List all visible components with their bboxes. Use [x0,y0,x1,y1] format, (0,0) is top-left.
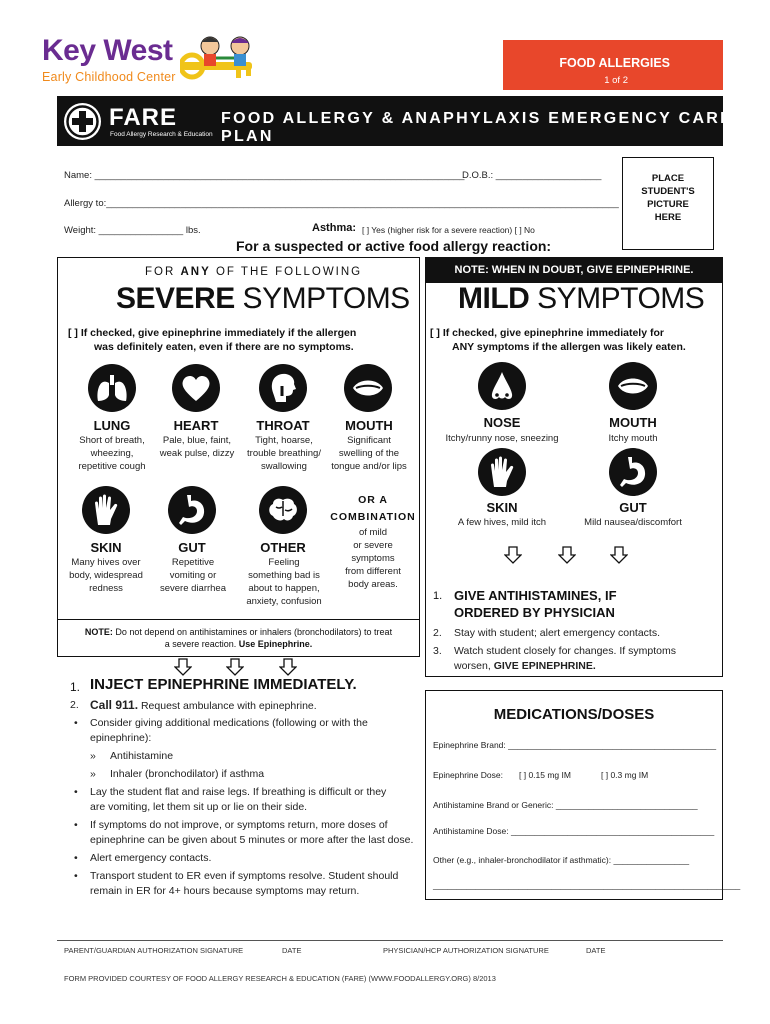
logo-subtitle: Early Childhood Center [42,70,176,84]
down-arrow-icon [279,658,297,676]
mild-skin-label: SKIN [486,500,518,515]
skin-label: SKIN [90,540,122,555]
footer-credit: FORM PROVIDED COURTESY OF FOOD ALLERGY RESEARCH & EDUCATION (FARE) (WWW.FOODALLERGY.ORG) 8/2013 [64,974,496,983]
down-arrow-icon [558,546,576,564]
mild-step-3-num: 3. [433,645,442,657]
student-picture-placeholder[interactable]: PLACE STUDENT'S PICTURE HERE [622,157,714,250]
mild-mouth-label: MOUTH [609,415,657,430]
asthma-options[interactable]: [ ] Yes (higher risk for a severe reaction) [ ] No [362,225,535,235]
down-arrow-icon [174,658,192,676]
other-medication-line[interactable]: _________________________________________________________________ [433,880,741,890]
mouth-icon [344,364,392,412]
skin-desc: Many hives over body, widespread redness [69,557,143,594]
epinephrine-dose-label: Epinephrine Dose: [433,770,503,780]
gut-stomach-icon [168,486,216,534]
skin-hand-icon [82,486,130,534]
list-item: • Lay the student flat and raise legs. If breathing is difficult or they are vomiting, let them sit up or lie on their side. [74,786,387,813]
severe-title: SEVERE SYMPTOMS [116,282,410,315]
dose-015-checkbox[interactable]: [ ] 0.15 mg IM [519,770,571,780]
combination-desc: of mild or severe symptoms from different body areas. [345,527,401,590]
list-item: • If symptoms do not improve, or symptoms return, more doses of epinephrine can be given about 5 minutes or more after the last dose. [74,819,414,846]
combination-title: OR A COMBINATION [330,494,416,523]
medications-title: MEDICATIONS/DOSES [493,706,655,723]
parent-signature-label: PARENT/GUARDIAN AUTHORIZATION SIGNATURE [64,946,244,955]
list-item: • Consider giving additional medications (following or with the epinephrine): [74,717,368,744]
severe-kicker: FOR ANY OF THE FOLLOWING [145,266,363,278]
treat-step-1-num: 1. [70,680,81,694]
skin-hand-icon [478,448,526,496]
nose-label: NOSE [483,415,521,430]
mild-title: MILD SYMPTOMS [458,282,705,315]
antihistamine-brand-field[interactable]: Antihistamine Brand or Generic: ______________________________ [433,800,698,810]
list-item: • Transport student to ER even if symptoms resolve. Student should remain in ER for 4+ hours because symptoms may return. [74,870,399,897]
severe-instruction[interactable]: [ ] If checked, give epinephrine immediately if the allergen was definitely eaten, even if there are no symptoms. [68,327,357,353]
lung-label: LUNG [93,418,131,433]
physician-signature-label: PHYSICIAN/HCP AUTHORIZATION SIGNATURE [383,946,549,955]
throat-desc: Tight, hoarse, trouble breathing/ swallowing [247,435,321,472]
mouth-icon [609,362,657,410]
mild-step-1-num: 1. [433,590,443,602]
heart-desc: Pale, blue, faint, weak pulse, dizzy [159,435,235,459]
heart-icon [172,364,220,412]
physician-date-label: DATE [586,946,606,955]
brain-icon [259,486,307,534]
reaction-heading: For a suspected or active food allergy reaction: [236,238,552,254]
mild-note-bar: NOTE: WHEN IN DOUBT, GIVE EPINEPHRINE. [425,257,723,283]
mild-mouth-desc: Itchy mouth [608,433,658,444]
heart-label: HEART [173,418,219,433]
treat-step-1: INJECT EPINEPHRINE IMMEDIATELY. [90,676,357,693]
list-item: » Antihistamine [90,750,174,762]
other-label: OTHER [260,540,306,555]
fare-logo-icon [64,103,101,140]
weight-field[interactable]: Weight: ________________ lbs. [64,225,201,236]
kids-key-logo-icon [180,34,268,90]
mild-step-1: GIVE ANTIHISTAMINES, IF ORDERED BY PHYSICIAN [454,588,617,620]
list-item: • Alert emergency contacts. [74,852,212,864]
food-allergies-badge [503,40,723,90]
badge-page: 1 of 2 [504,75,722,90]
gut-label: GUT [178,540,206,555]
dose-03-checkbox[interactable]: [ ] 0.3 mg IM [601,770,649,780]
antihistamine-dose-field[interactable]: Antihistamine Dose: ___________________________________________ [433,826,715,836]
down-arrow-icon [226,658,244,676]
treatment-list [74,716,424,899]
nose-desc: Itchy/runny nose, sneezing [445,433,559,444]
treat-step-2-num: 2. [70,699,79,711]
mild-gut-desc: Mild nausea/discomfort [584,517,682,528]
lung-desc: Short of breath, wheezing, repetitive cough [78,435,146,472]
gut-stomach-icon [609,448,657,496]
nose-icon [478,362,526,410]
severe-note: NOTE: Do not depend on antihistamines or inhalers (bronchodilators) to treat a severe reaction. Use Epinephrine. [57,619,420,657]
throat-label: THROAT [256,418,310,433]
badge-title: FOOD ALLERGIES [504,41,722,75]
epinephrine-brand-field[interactable]: Epinephrine Brand: ____________________________________________ [433,740,717,750]
down-arrow-icon [504,546,522,564]
throat-icon [259,364,307,412]
treat-step-2: Call 911. Request ambulance with epinephrine. [90,698,317,712]
signature-line[interactable] [57,940,723,941]
mild-instruction[interactable]: [ ] If checked, give epinephrine immediately for ANY symptoms if the allergen was likely eaten. [430,327,686,353]
asthma-label: Asthma: [312,222,357,234]
dob-field[interactable]: D.O.B.: ____________________ [462,170,602,181]
mild-step-3: Watch student closely for changes. If symptoms worsen, GIVE EPINEPHRINE. [454,645,676,672]
mild-skin-desc: A few hives, mild itch [457,517,547,528]
mild-step-2-num: 2. [433,627,442,639]
name-field[interactable]: Name: ______________________________________________________________________ [64,170,465,181]
lung-icon [88,364,136,412]
logo-title: Key West [42,34,173,67]
parent-date-label: DATE [282,946,302,955]
mild-gut-label: GUT [619,500,647,515]
mouth-label: MOUTH [345,418,393,433]
mild-step-2: Stay with student; alert emergency contacts. [454,627,661,639]
list-item: » Inhaler (bronchodilator) if asthma [90,768,265,780]
fare-subtitle: Food Allergy Research & Education [110,131,213,138]
mouth-desc: Significant swelling of the tongue and/or lips [331,435,407,472]
gut-desc: Repetitive vomiting or severe diarrhea [159,557,226,594]
other-desc: Feeling something bad is about to happen, anxiety, confusion [246,557,322,607]
fare-name: FARE [109,104,178,131]
other-medication-field[interactable]: Other (e.g., inhaler-bronchodilator if asthmatic): ________________ [433,855,690,865]
allergy-field[interactable]: Allergy to:_________________________________________________________________________________________________ [64,198,619,209]
plan-title: FOOD ALLERGY & ANAPHYLAXIS EMERGENCY CARE PLAN [221,110,734,145]
down-arrow-icon [610,546,628,564]
